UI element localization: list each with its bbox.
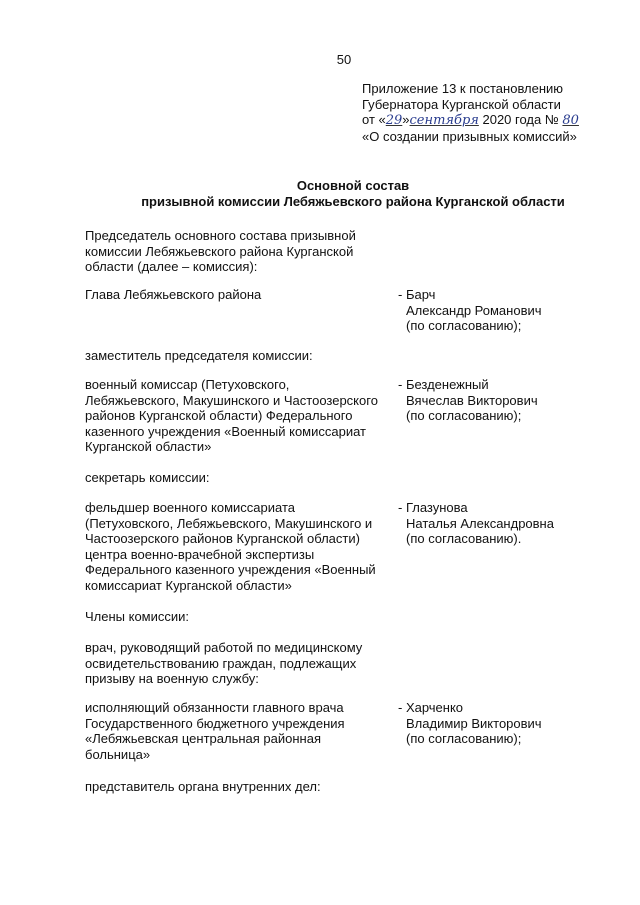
text-line: Курганской области» bbox=[85, 439, 212, 455]
text-line: освидетельствованию граждан, подлежащих bbox=[85, 655, 357, 671]
text-line: - Глазунова bbox=[398, 500, 468, 515]
text-line: Федерального казенного учреждения «Военный bbox=[85, 562, 376, 578]
text-line: Александр Романович bbox=[406, 302, 542, 318]
text-line: (по согласованию). bbox=[406, 531, 522, 547]
handwritten-number: 80 bbox=[562, 113, 579, 129]
text-line: Владимир Викторович bbox=[406, 715, 542, 731]
members-label: Члены комиссии: bbox=[85, 609, 190, 624]
text-line: комиссии Лебяжьевского района Курганской bbox=[85, 243, 354, 259]
text-line: (Петуховского, Лебяжьевского, Макушинского и bbox=[85, 515, 373, 531]
chairman-position bbox=[85, 287, 261, 303]
text-line: Вячеслав Викторович bbox=[406, 392, 538, 408]
text-line: районов Курганской области) Федерального bbox=[85, 408, 353, 424]
secretary-label: секретарь комиссии: bbox=[85, 470, 210, 485]
date-year: 2020 года № bbox=[478, 112, 563, 128]
appendix-line-1: Приложение 13 к постановлению bbox=[362, 81, 564, 96]
text-line: области (далее – комиссия): bbox=[85, 259, 258, 275]
text-line: - Барч bbox=[398, 287, 436, 302]
text-line: «Лебяжьевская центральная районная bbox=[85, 731, 321, 747]
title-line-2: призывной комиссии Лебяжьевского района Курганской области bbox=[141, 193, 565, 209]
appendix-line-3 bbox=[362, 112, 632, 129]
deputy-label: заместитель председателя комиссии: bbox=[85, 348, 313, 363]
text-line: казенного учреждения «Военный комиссариат bbox=[85, 423, 366, 439]
text-line: (по согласованию); bbox=[406, 408, 522, 424]
text-line: - Харченко bbox=[398, 700, 464, 715]
text-line: призыву на военную службу: bbox=[85, 671, 259, 687]
deputy-name bbox=[398, 377, 538, 424]
text-line: больница» bbox=[85, 746, 151, 762]
text-line: фельдшер военного комиссариата bbox=[85, 500, 296, 515]
text-line: (по согласованию); bbox=[406, 318, 522, 334]
appendix-header bbox=[362, 81, 632, 144]
text-line: Наталья Александровна bbox=[406, 515, 554, 531]
police-label: представитель органа внутренних дел: bbox=[85, 779, 321, 794]
text-line: Лебяжьевского, Макушинского и Частоозерского bbox=[85, 392, 378, 408]
title-line-1: Основной состав bbox=[296, 178, 410, 193]
text-line: Председатель основного состава призывной bbox=[85, 228, 356, 243]
secretary-name bbox=[398, 500, 554, 547]
page-number: 50 bbox=[336, 52, 352, 67]
text-line: Государственного бюджетного учреждения bbox=[85, 715, 345, 731]
appendix-line-2: Губернатора Курганской области bbox=[362, 96, 561, 112]
doctor-label bbox=[85, 640, 362, 687]
doctor-name bbox=[398, 700, 542, 747]
doctor-position bbox=[85, 700, 345, 762]
secretary-position bbox=[85, 500, 376, 594]
text-line: исполняющий обязанности главного врача bbox=[85, 700, 344, 715]
appendix-line-4: «О создании призывных комиссий» bbox=[362, 128, 577, 144]
text-line: Глава Лебяжьевского района bbox=[85, 287, 262, 302]
text-line: (по согласованию); bbox=[406, 731, 522, 747]
text-line: военный комиссар (Петуховского, bbox=[85, 377, 290, 392]
text-line: врач, руководящий работой по медицинскому bbox=[85, 640, 363, 655]
handwritten-month: сентября bbox=[409, 113, 479, 129]
text-line: комиссариат Курганской области» bbox=[85, 577, 292, 593]
document-title bbox=[0, 178, 640, 209]
text-line: центра военно-врачебной экспертизы bbox=[85, 546, 315, 562]
text-line: - Безденежный bbox=[398, 377, 489, 392]
text-line: Частоозерского районов Курганской области) bbox=[85, 531, 360, 547]
handwritten-day: 29 bbox=[385, 113, 403, 129]
date-quote: » bbox=[402, 112, 410, 128]
chairman-name bbox=[398, 287, 542, 334]
deputy-position bbox=[85, 377, 378, 455]
date-prefix: от « bbox=[362, 112, 386, 128]
chairman-label bbox=[85, 228, 356, 275]
